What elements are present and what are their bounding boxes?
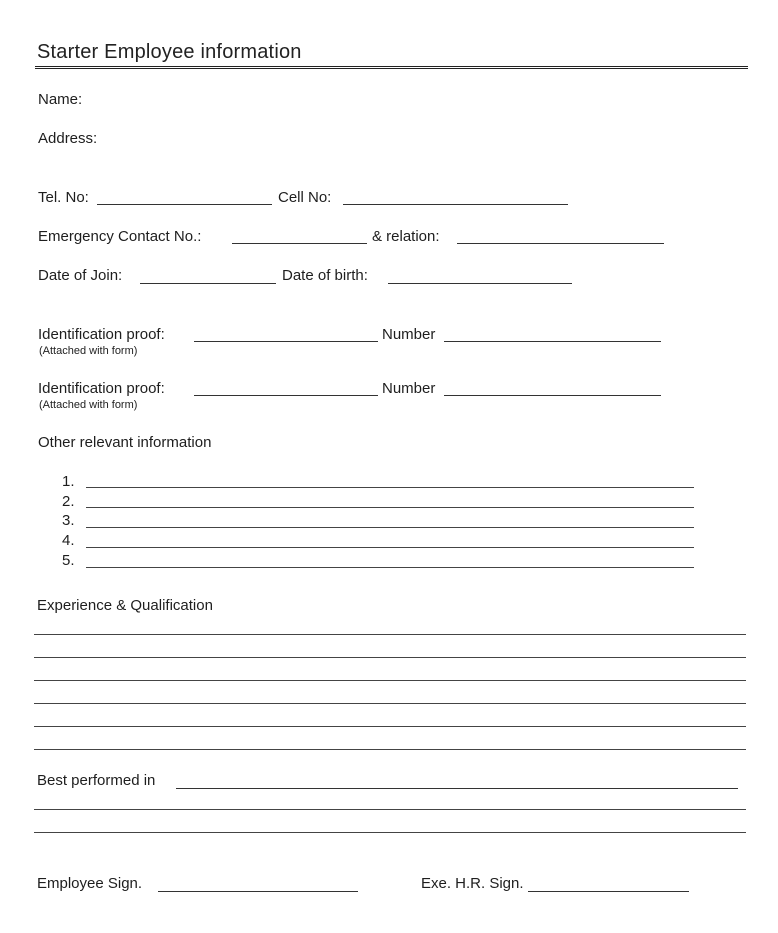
other-info-number: 5. <box>62 552 75 569</box>
relation-field[interactable] <box>457 243 664 244</box>
name-label: Name: <box>38 91 83 108</box>
experience-line[interactable] <box>34 703 746 704</box>
tel-label: Tel. No: <box>38 189 89 206</box>
title-rule-top <box>35 66 748 67</box>
experience-heading: Experience & Qualification <box>37 597 213 614</box>
other-info-number: 1. <box>62 473 75 490</box>
cell-label: Cell No: <box>278 189 332 206</box>
dob-label: Date of birth: <box>282 267 368 284</box>
experience-line[interactable] <box>34 680 746 681</box>
id1-number-field[interactable] <box>444 341 661 342</box>
doj-field[interactable] <box>140 283 276 284</box>
id1-field[interactable] <box>194 341 378 342</box>
employee-sign-field[interactable] <box>158 891 358 892</box>
address-label: Address: <box>38 130 98 147</box>
other-info-line[interactable] <box>86 527 694 528</box>
cell-field[interactable] <box>343 204 568 205</box>
best-performed-label: Best performed in <box>37 772 156 789</box>
id1-note: (Attached with form) <box>39 345 138 357</box>
emergency-label: Emergency Contact No.: <box>38 228 202 245</box>
id2-number-field[interactable] <box>444 395 661 396</box>
id2-note: (Attached with form) <box>39 399 138 411</box>
other-info-line[interactable] <box>86 487 694 488</box>
form-title: Starter Employee information <box>37 41 302 63</box>
relation-label: & relation: <box>372 228 440 245</box>
experience-line[interactable] <box>34 657 746 658</box>
experience-line[interactable] <box>34 749 746 750</box>
id2-field[interactable] <box>194 395 378 396</box>
dob-field[interactable] <box>388 283 572 284</box>
experience-line[interactable] <box>34 726 746 727</box>
other-info-heading: Other relevant information <box>38 434 212 451</box>
best-performed-field[interactable] <box>176 788 738 789</box>
hr-sign-field[interactable] <box>528 891 689 892</box>
employee-sign-label: Employee Sign. <box>37 875 143 892</box>
experience-line[interactable] <box>34 634 746 635</box>
tel-field[interactable] <box>97 204 272 205</box>
id2-number-label: Number <box>382 380 436 397</box>
emergency-field[interactable] <box>232 243 367 244</box>
doj-label: Date of Join: <box>38 267 123 284</box>
other-info-line[interactable] <box>86 507 694 508</box>
hr-sign-label: Exe. H.R. Sign. <box>421 875 524 892</box>
id2-label: Identification proof: <box>38 380 165 397</box>
id1-label: Identification proof: <box>38 326 165 343</box>
other-info-number: 4. <box>62 532 75 549</box>
best-performed-line[interactable] <box>34 832 746 833</box>
title-rule-bottom <box>35 68 748 69</box>
other-info-line[interactable] <box>86 547 694 548</box>
other-info-number: 2. <box>62 493 75 510</box>
other-info-number: 3. <box>62 512 75 529</box>
best-performed-line[interactable] <box>34 809 746 810</box>
id1-number-label: Number <box>382 326 436 343</box>
other-info-line[interactable] <box>86 567 694 568</box>
